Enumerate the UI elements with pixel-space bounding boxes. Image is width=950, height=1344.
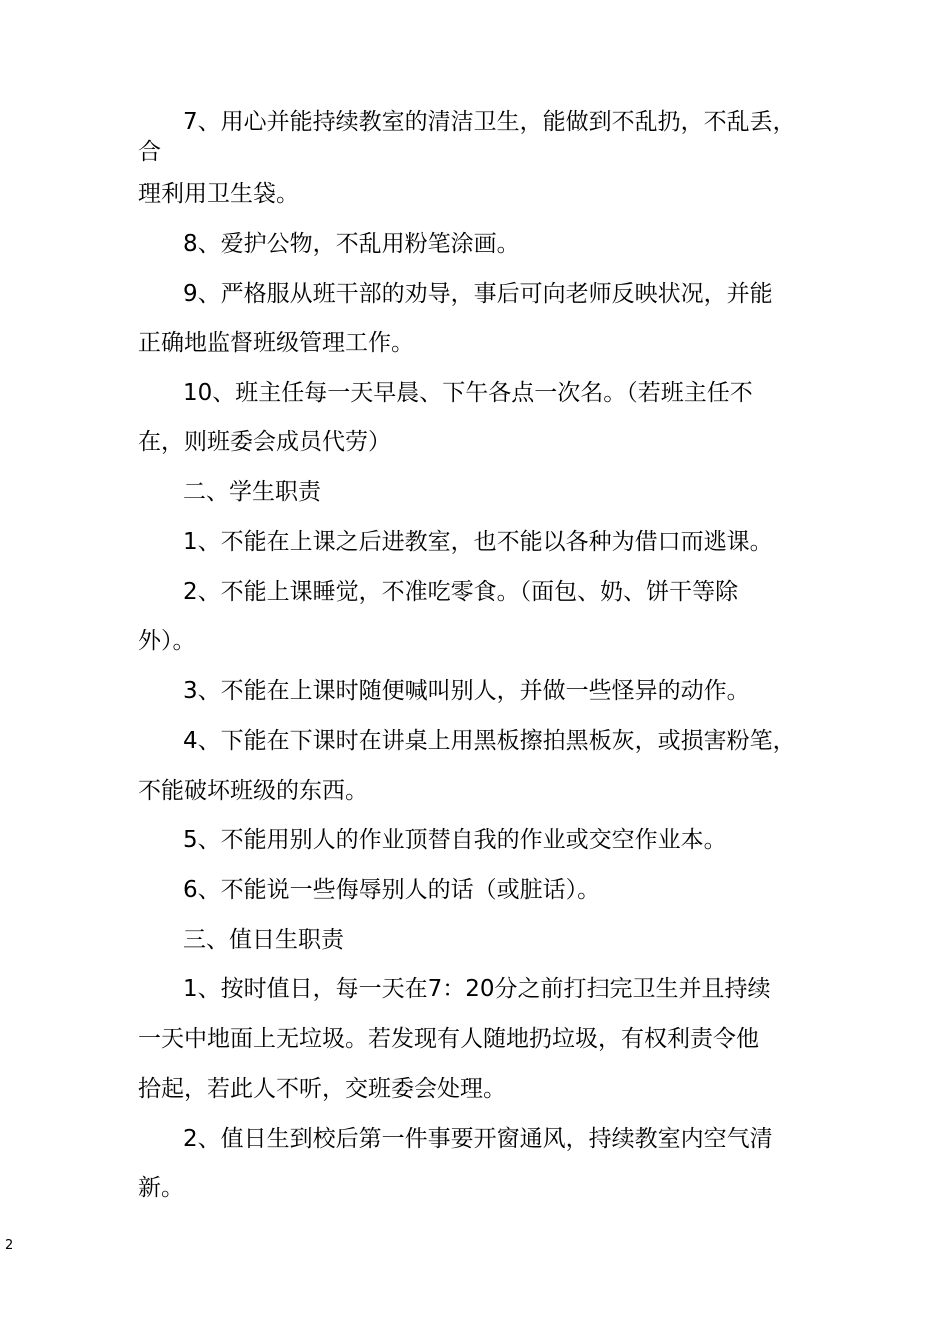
paragraph-line: 理利用卫生袋。 xyxy=(138,181,299,207)
section-heading: 三、值日生职责 xyxy=(183,927,344,953)
paragraph-line: 9、严格服从班干部的劝导，事后可向老师反映状况，并能 xyxy=(183,281,773,307)
paragraph-line: 1、按时值日，每一天在7：20分之前打扫完卫生并且持续 xyxy=(183,976,771,1002)
paragraph-line: 一天中地面上无垃圾。若发现有人随地扔垃圾，有权利责令他 xyxy=(138,1026,759,1052)
paragraph-line: 2、不能上课睡觉，不准吃零食。（面包、奶、饼干等除 xyxy=(183,579,739,605)
paragraph-line: 新。 xyxy=(138,1175,184,1201)
section-heading: 二、学生职责 xyxy=(183,479,321,505)
paragraph-line: 8、爱护公物，不乱用粉笔涂画。 xyxy=(183,231,520,257)
paragraph-line: 5、不能用别人的作业顶替自我的作业或交空作业本。 xyxy=(183,827,727,853)
paragraph-line: 外）。 xyxy=(138,628,196,654)
paragraph-line: 拾起，若此人不听，交班委会处理。 xyxy=(138,1076,506,1102)
page-number: 2 xyxy=(5,1238,14,1253)
paragraph-line: 合 xyxy=(138,139,161,165)
paragraph-line: 在，则班委会成员代劳） xyxy=(138,429,391,455)
paragraph-line: 7、用心并能持续教室的清洁卫生，能做到不乱扔，不乱丢， xyxy=(183,109,796,135)
paragraph-line: 4、下能在下课时在讲桌上用黑板擦拍黑板灰，或损害粉笔， xyxy=(183,728,796,754)
paragraph-line: 10、班主任每一天早晨、下午各点一次名。（若班主任不 xyxy=(183,380,753,406)
paragraph-line: 不能破坏班级的东西。 xyxy=(138,778,368,804)
paragraph-line: 6、不能说一些侮辱别人的话（或脏话）。 xyxy=(183,877,601,903)
paragraph-line: 2、值日生到校后第一件事要开窗通风，持续教室内空气清 xyxy=(183,1126,773,1152)
paragraph-line: 正确地监督班级管理工作。 xyxy=(138,330,414,356)
paragraph-line: 3、不能在上课时随便喊叫别人，并做一些怪异的动作。 xyxy=(183,678,750,704)
paragraph-line: 1、不能在上课之后进教室，也不能以各种为借口而逃课。 xyxy=(183,529,773,555)
